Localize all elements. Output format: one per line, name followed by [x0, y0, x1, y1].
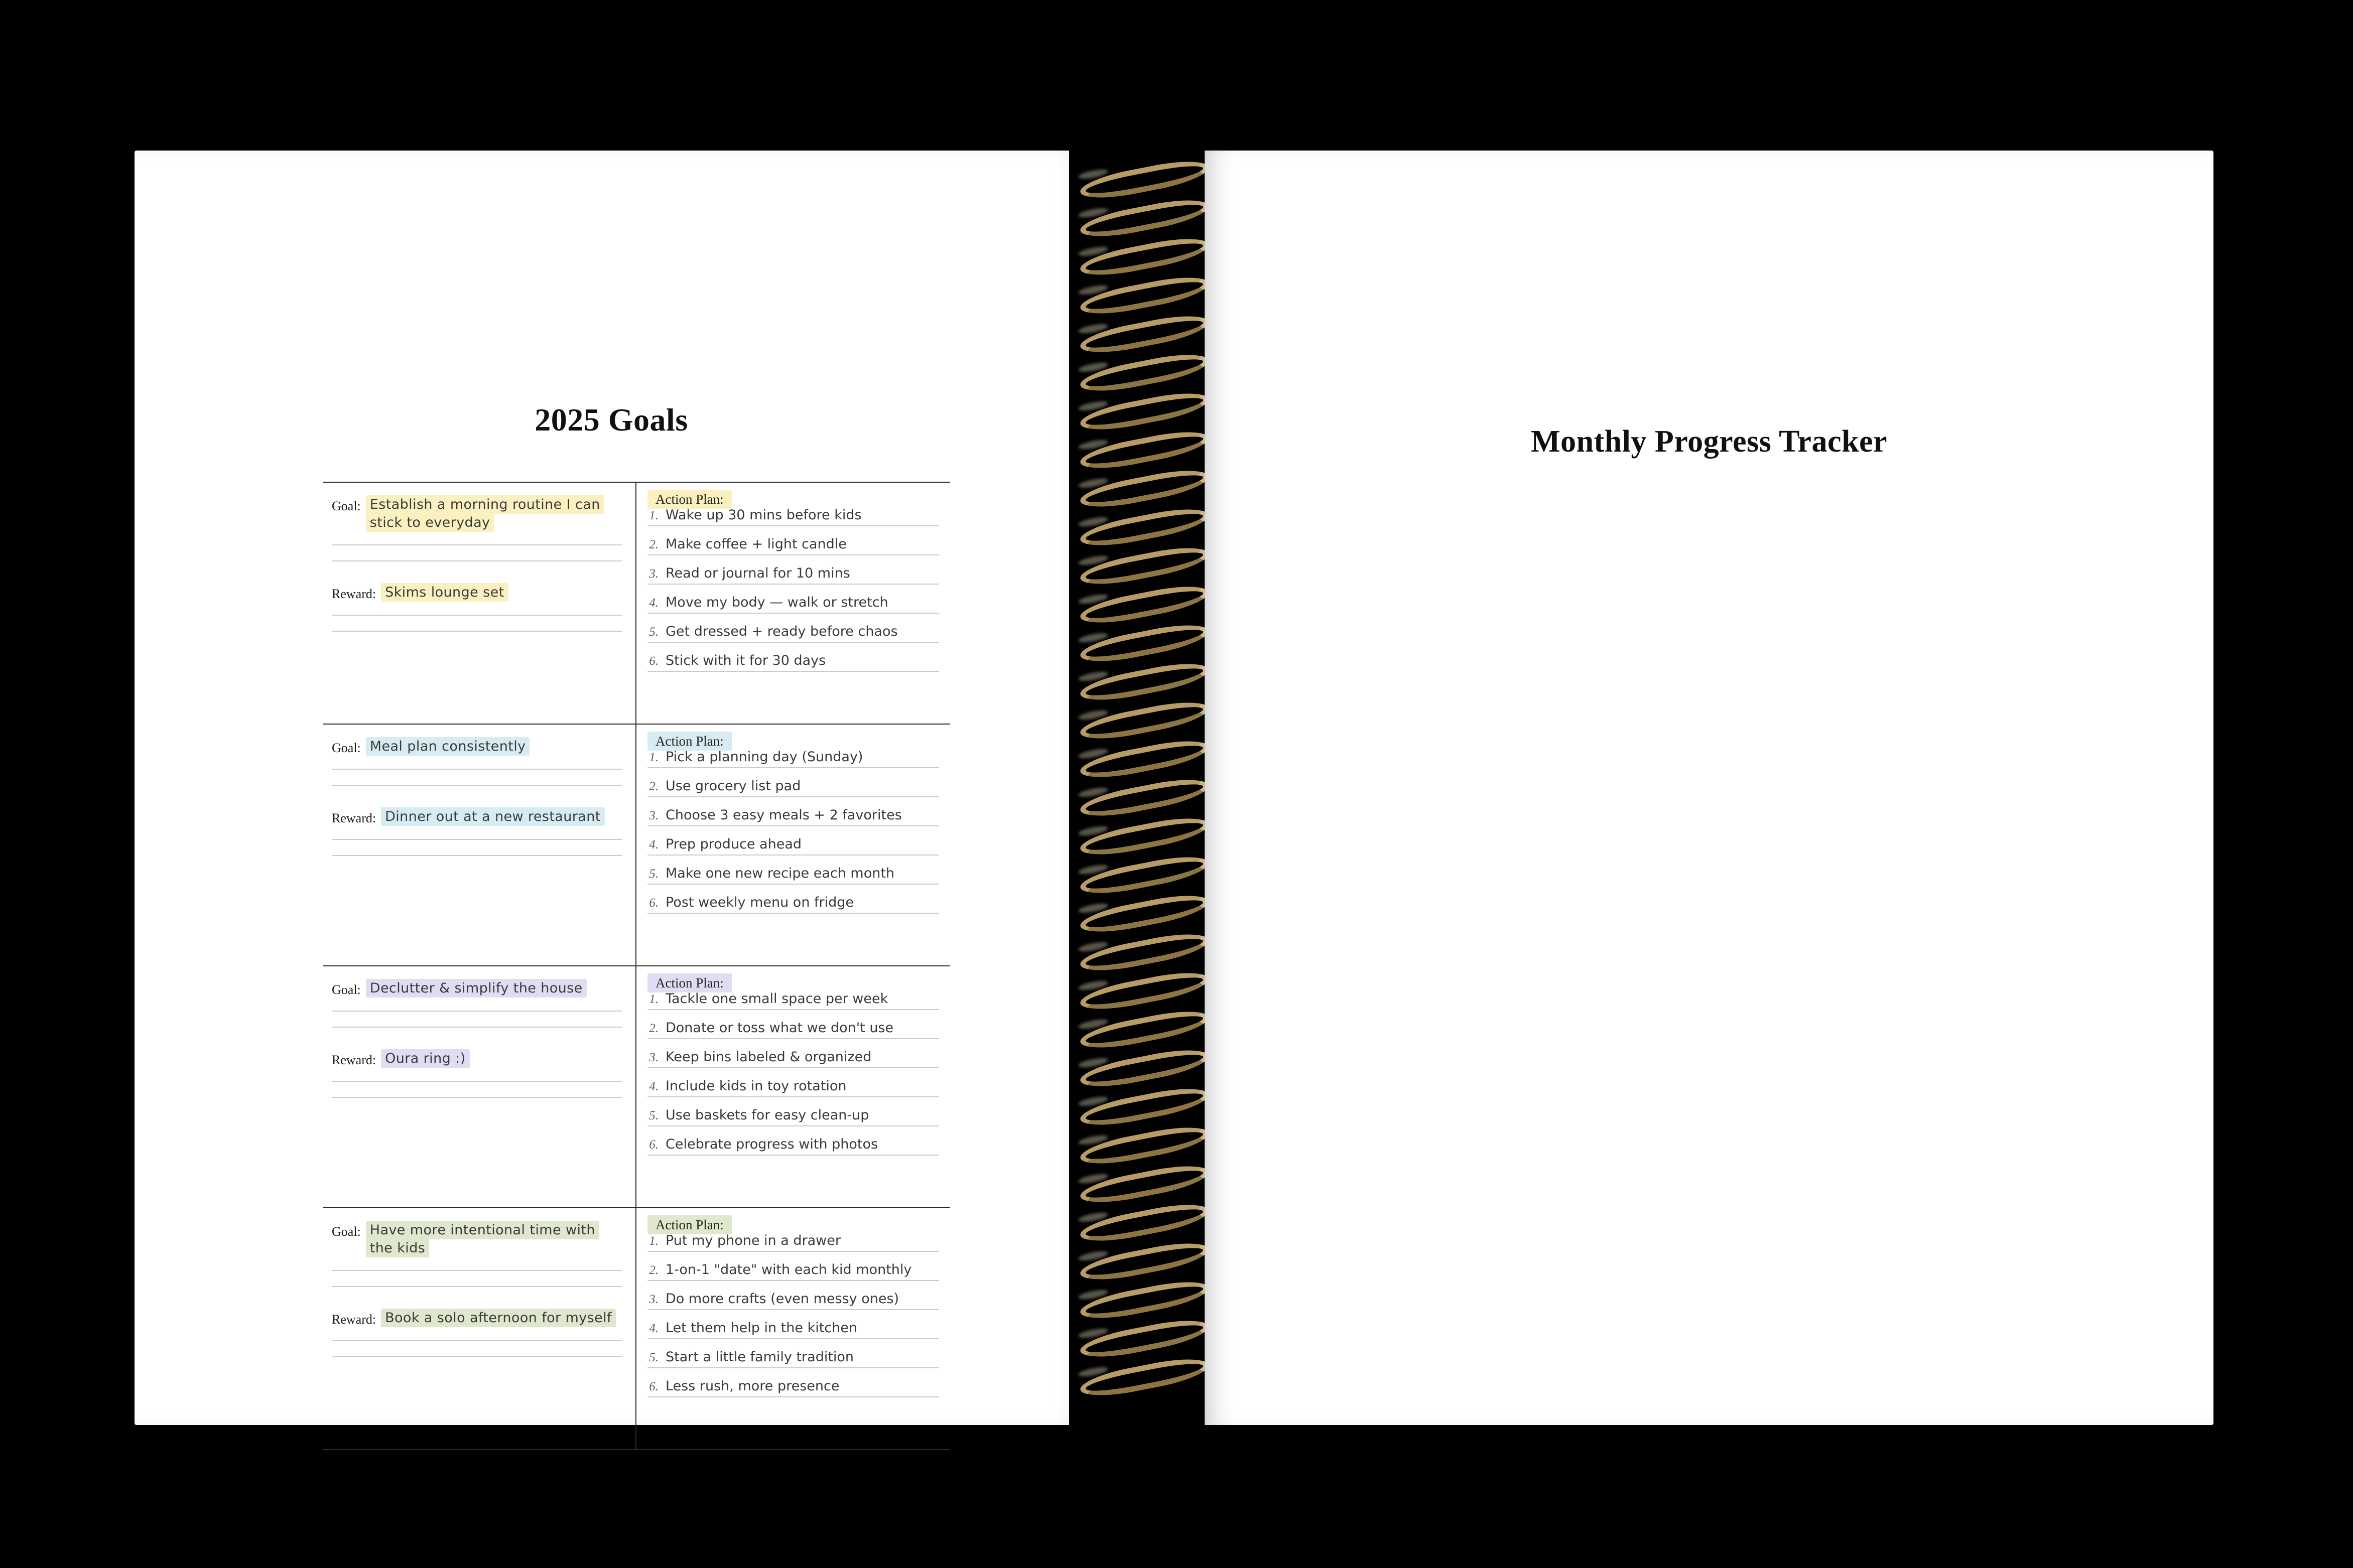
action-number: 3. [649, 1293, 659, 1306]
action-item[interactable] [647, 1136, 939, 1156]
coil-ring [1075, 552, 1204, 575]
write-line[interactable] [332, 1340, 622, 1341]
action-text[interactable]: Keep bins labeled & organized [666, 1049, 872, 1065]
action-number: 1. [649, 992, 659, 1006]
action-text[interactable]: Celebrate progress with photos [666, 1136, 878, 1152]
reward-value[interactable]: Book a solo afternoon for myself [381, 1309, 616, 1327]
action-number: 2. [649, 1263, 659, 1277]
coil-ring [1075, 204, 1204, 227]
action-number: 2. [649, 780, 659, 793]
page-title-tracker: Monthly Progress Tracker [1531, 424, 1887, 459]
write-line[interactable] [332, 785, 622, 786]
reward-label: Reward: [332, 587, 376, 602]
action-text[interactable]: Pick a planning day (Sunday) [666, 749, 863, 765]
action-number: 4. [649, 1322, 659, 1335]
goal-label: Goal: [332, 499, 361, 513]
coil-ring [1075, 668, 1204, 691]
coil-ring [1075, 281, 1204, 305]
coil-ring [1075, 977, 1204, 1000]
action-item[interactable] [647, 836, 939, 856]
coil-ring [1075, 1325, 1204, 1348]
action-text[interactable]: Make one new recipe each month [666, 866, 895, 881]
write-line[interactable] [332, 1081, 622, 1082]
reward-row [332, 1309, 622, 1327]
goal-value[interactable]: Meal plan consistently [366, 738, 530, 756]
action-text[interactable]: Read or journal for 10 mins [666, 565, 850, 581]
write-line[interactable] [332, 544, 622, 545]
goal-row [332, 979, 622, 997]
coil-ring [1075, 513, 1204, 536]
action-item[interactable] [647, 1078, 939, 1097]
action-plan-title: Action Plan: [647, 973, 732, 992]
action-text[interactable]: Tackle one small space per week [666, 991, 888, 1007]
action-item[interactable] [647, 595, 939, 614]
action-item[interactable] [647, 536, 939, 555]
coil-ring [1075, 243, 1204, 266]
action-text[interactable]: Use baskets for easy clean-up [666, 1107, 869, 1123]
write-line[interactable] [332, 560, 622, 561]
write-line[interactable] [332, 615, 622, 616]
action-text[interactable]: Start a little family tradition [666, 1349, 854, 1365]
coil-ring [1075, 166, 1204, 189]
left-page [135, 151, 1088, 1425]
action-plan-column [636, 1208, 950, 1449]
action-text[interactable]: Prep produce ahead [666, 836, 802, 852]
goal-column [323, 483, 636, 724]
coil-ring [1075, 1131, 1204, 1155]
action-text[interactable]: 1-on-1 "date" with each kid monthly [666, 1262, 912, 1277]
coil-ring [1075, 861, 1204, 884]
action-item[interactable] [647, 1349, 939, 1368]
action-number: 6. [649, 896, 659, 910]
action-text[interactable]: Include kids in toy rotation [666, 1078, 847, 1094]
right-page [1205, 151, 2213, 1425]
goal-value[interactable]: Declutter & simplify the house [366, 979, 587, 997]
reward-label: Reward: [332, 1053, 376, 1067]
action-item[interactable] [647, 1049, 939, 1068]
action-item[interactable] [647, 565, 939, 585]
reward-label: Reward: [332, 1312, 376, 1327]
action-text[interactable]: Choose 3 easy meals + 2 favorites [666, 807, 902, 823]
coil-ring [1075, 706, 1204, 730]
action-item[interactable] [647, 778, 939, 797]
action-number: 5. [649, 625, 659, 639]
goal-column [323, 966, 636, 1207]
action-number: 4. [649, 1080, 659, 1093]
write-line[interactable] [332, 1027, 622, 1028]
spiral-binding [1069, 151, 1210, 1425]
reward-label: Reward: [332, 811, 376, 825]
action-item[interactable] [647, 991, 939, 1010]
goal-label: Goal: [332, 741, 361, 755]
action-text[interactable]: Post weekly menu on fridge [666, 895, 854, 910]
action-number: 6. [649, 1380, 659, 1393]
action-text[interactable]: Let them help in the kitchen [666, 1320, 857, 1336]
action-item[interactable] [647, 1378, 939, 1397]
coil-ring [1075, 1209, 1204, 1232]
action-plan-column [636, 966, 950, 1207]
action-text[interactable]: Do more crafts (even messy ones) [666, 1291, 899, 1307]
write-line[interactable] [332, 631, 622, 632]
action-text[interactable]: Stick with it for 30 days [666, 653, 826, 668]
action-item[interactable] [647, 507, 939, 526]
goal-block [323, 1208, 950, 1449]
reward-row [332, 584, 622, 602]
coil-ring [1075, 475, 1204, 498]
action-number: 4. [649, 838, 659, 851]
action-item[interactable] [647, 653, 939, 672]
action-text[interactable]: Get dressed + ready before chaos [666, 624, 898, 639]
coil-ring [1075, 822, 1204, 845]
action-item[interactable] [647, 866, 939, 885]
action-text[interactable]: Put my phone in a drawer [666, 1233, 841, 1248]
write-line[interactable] [332, 855, 622, 856]
coil-ring [1075, 784, 1204, 807]
action-number: 6. [649, 654, 659, 668]
action-number: 3. [649, 1051, 659, 1064]
write-line[interactable] [332, 1097, 622, 1098]
write-line[interactable] [332, 1356, 622, 1357]
goal-column [323, 725, 636, 965]
action-item[interactable] [647, 749, 939, 768]
action-text[interactable]: Wake up 30 mins before kids [666, 507, 862, 523]
action-number: 5. [649, 1351, 659, 1364]
action-text[interactable]: Use grocery list pad [666, 778, 801, 794]
goal-value[interactable]: Establish a morning routine I can stick to everyday [366, 496, 622, 531]
goal-row [332, 1221, 622, 1257]
action-number: 6. [649, 1138, 659, 1152]
write-line[interactable] [332, 1286, 622, 1287]
action-text[interactable]: Make coffee + light candle [666, 536, 847, 552]
action-item[interactable] [647, 1291, 939, 1310]
goal-column [323, 1208, 636, 1449]
reward-value[interactable]: Dinner out at a new restaurant [381, 808, 605, 826]
action-item[interactable] [647, 624, 939, 643]
coil-ring [1075, 397, 1204, 420]
reward-row [332, 808, 622, 826]
action-number: 5. [649, 867, 659, 881]
coil-ring [1075, 436, 1204, 459]
coil-ring [1075, 1170, 1204, 1193]
action-item[interactable] [647, 1020, 939, 1039]
coil-ring [1075, 1286, 1204, 1309]
action-item[interactable] [647, 807, 939, 826]
action-plan-title: Action Plan: [647, 732, 732, 751]
coil-ring [1075, 900, 1204, 923]
goal-row [332, 496, 622, 531]
goal-block [323, 483, 950, 725]
coil-ring [1075, 320, 1204, 343]
action-item[interactable] [647, 1262, 939, 1281]
coil-ring [1075, 1054, 1204, 1077]
action-number: 3. [649, 809, 659, 822]
action-number: 2. [649, 1022, 659, 1035]
action-text[interactable]: Move my body — walk or stretch [666, 595, 888, 610]
action-text[interactable]: Less rush, more presence [666, 1378, 840, 1394]
coil-ring [1075, 1093, 1204, 1116]
goal-block [323, 725, 950, 966]
write-line[interactable] [332, 1270, 622, 1271]
action-item[interactable] [647, 1233, 939, 1252]
action-plan-column [636, 725, 950, 965]
goal-block [323, 966, 950, 1208]
reward-row [332, 1050, 622, 1068]
action-item[interactable] [647, 1320, 939, 1339]
page-title-goals: 2025 Goals [535, 402, 688, 438]
action-item[interactable] [647, 1107, 939, 1126]
coil-ring [1075, 1363, 1204, 1386]
coil-ring [1075, 591, 1204, 614]
action-plan-title: Action Plan: [647, 1215, 732, 1234]
coil-ring [1075, 1016, 1204, 1039]
action-item[interactable] [647, 895, 939, 914]
action-number: 1. [649, 509, 659, 522]
coil-ring [1075, 629, 1204, 652]
coil-ring [1075, 938, 1204, 961]
write-line[interactable] [332, 769, 622, 770]
reward-value[interactable]: Oura ring :) [381, 1050, 469, 1068]
action-text[interactable]: Donate or toss what we don't use [666, 1020, 894, 1036]
coil-ring [1075, 745, 1204, 768]
goals-table [323, 482, 950, 1450]
action-number: 4. [649, 596, 659, 610]
coil-ring [1075, 1247, 1204, 1270]
goal-label: Goal: [332, 982, 361, 997]
action-plan-title: Action Plan: [647, 490, 732, 509]
goal-label: Goal: [332, 1224, 361, 1239]
action-number: 2. [649, 538, 659, 551]
action-plan-column [636, 483, 950, 724]
coil-ring [1075, 359, 1204, 382]
reward-value[interactable]: Skims lounge set [381, 584, 508, 602]
action-number: 3. [649, 567, 659, 581]
action-number: 1. [649, 1234, 659, 1248]
write-line[interactable] [332, 839, 622, 840]
goal-row [332, 738, 622, 756]
write-line[interactable] [332, 1011, 622, 1012]
goal-value[interactable]: Have more intentional time with the kids [366, 1221, 622, 1257]
action-number: 5. [649, 1109, 659, 1122]
action-number: 1. [649, 751, 659, 764]
